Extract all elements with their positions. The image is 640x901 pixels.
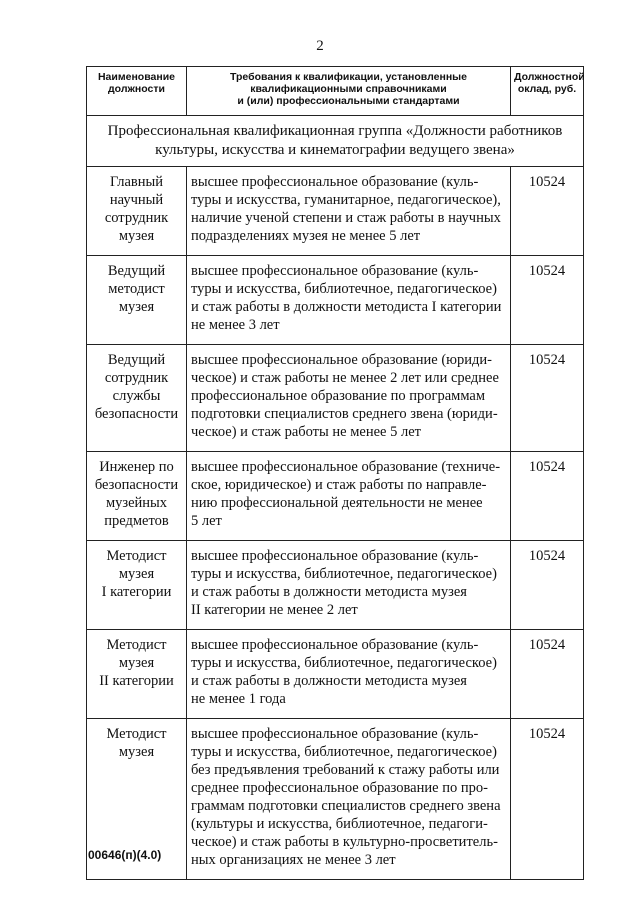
- position-cell: Инженер по безопасности музейных предметов: [87, 452, 187, 541]
- requirements-cell: высшее профессиональное образование (куль- туры и искусства, библиотечное, педагогическое) и стаж работы в должности методиста музея II категории не менее 2 лет: [187, 541, 511, 630]
- requirements-cell: высшее профессиональное образование (куль- туры и искусства, библиотечное, педагогическое) и стаж работы в должности методиста I категории не менее 3 лет: [187, 256, 511, 345]
- position-cell: Ведущий методист музея: [87, 256, 187, 345]
- table-row: [87, 256, 584, 345]
- group-title: Профессиональная квалификационная группа «Должности работников культуры, искусства и кинематографии ведущего звена»: [87, 116, 584, 167]
- requirements-cell: высшее профессиональное образование (куль- туры и искусства, гуманитарное, педагогическое), наличие ученой степени и стаж работы в научных подразделениях музея не менее 5 лет: [187, 167, 511, 256]
- page-number: 2: [316, 38, 324, 54]
- salary-cell: 10524: [511, 256, 584, 345]
- header-requirements: Требования к квалификации, установленные квалификационными справочниками и (или) профессиональными стандартами: [187, 67, 511, 116]
- requirements-cell: высшее профессиональное образование (техниче- ское, юридическое) и стаж работы по направле- нию профессиональной деятельности не менее 5 лет: [187, 452, 511, 541]
- position-cell: Главный научный сотрудник музея: [87, 167, 187, 256]
- position-cell: Ведущий сотрудник службы безопасности: [87, 345, 187, 452]
- requirements-cell: высшее профессиональное образование (куль- туры и искусства, библиотечное, педагогическое) без предъявления требований к стажу работы или среднее профессиональное образование по про- граммам подготовки специалистов среднего звена (культуры и искусства, библиотечное, педагоги- ческое) и стаж работы в культурно-просветитель- ных организациях не менее 3 лет: [187, 719, 511, 880]
- table-row: [87, 167, 584, 256]
- position-cell: Методист музея I категории: [87, 541, 187, 630]
- salary-cell: 10524: [511, 719, 584, 880]
- position-cell: Методист музея: [87, 719, 187, 880]
- position-cell: Методист музея II категории: [87, 630, 187, 719]
- table-header-row: [87, 67, 584, 116]
- table-row: [87, 452, 584, 541]
- salary-cell: 10524: [511, 541, 584, 630]
- salary-cell: 10524: [511, 630, 584, 719]
- salary-cell: 10524: [511, 345, 584, 452]
- header-salary: Должностной оклад, руб.: [511, 67, 584, 116]
- table-row: [87, 630, 584, 719]
- document-code: 00646(п)(4.0): [88, 848, 162, 862]
- requirements-cell: высшее профессиональное образование (куль- туры и искусства, библиотечное, педагогическое) и стаж работы в должности методиста музея не менее 1 года: [187, 630, 511, 719]
- table-row: [87, 345, 584, 452]
- salary-cell: 10524: [511, 452, 584, 541]
- table-row: [87, 541, 584, 630]
- header-position: Наименование должности: [87, 67, 187, 116]
- group-title-row: [87, 116, 584, 167]
- qualification-table: [86, 66, 584, 880]
- requirements-cell: высшее профессиональное образование (юриди- ческое) и стаж работы не менее 2 лет или среднее профессиональное образование по программам подготовки специалистов среднего звена (юриди- ческое) и стаж работы не менее 5 лет: [187, 345, 511, 452]
- salary-cell: 10524: [511, 167, 584, 256]
